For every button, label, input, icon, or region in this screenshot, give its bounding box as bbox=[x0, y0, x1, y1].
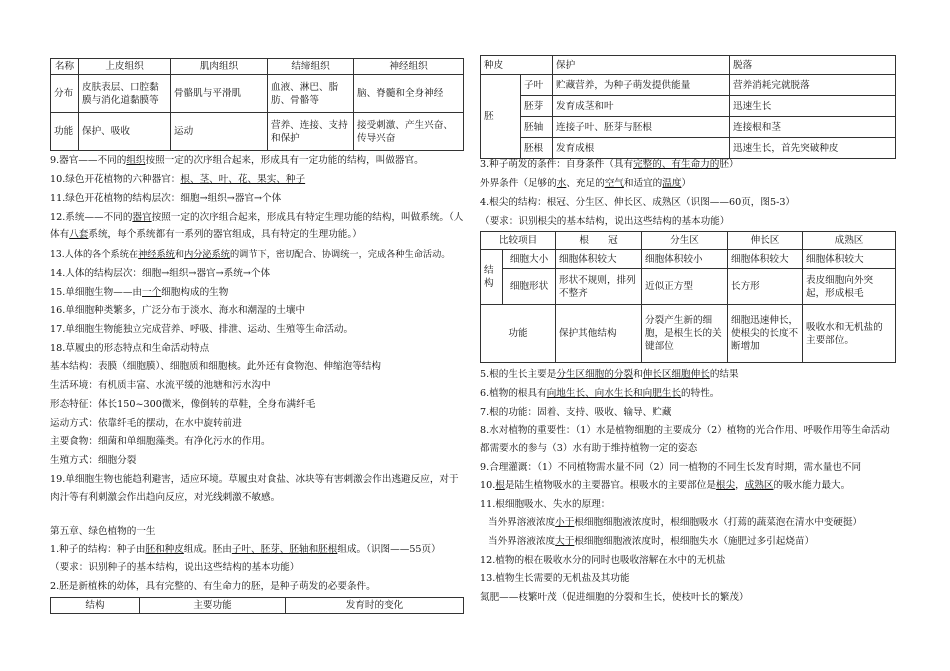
text-line: （要求：识别根尖的基本结构，说出这些结构的基本功能） bbox=[480, 216, 730, 227]
root-header-cell: 根 冠 bbox=[556, 232, 642, 250]
text-span: 的调节下，密切配合、协调统一，完成各种生命活动。 bbox=[230, 249, 451, 260]
text-span: 氮肥——枝繁叶茂（促进细胞的分裂和生长，使枝叶长的繁茂） bbox=[480, 592, 749, 603]
text-span: 9.合理灌溉：（1）不同植物需水量不同（2）同一植物的不同生长发育时期，需水量也不同 bbox=[480, 462, 862, 473]
text-line bbox=[480, 406, 895, 419]
text-line bbox=[50, 435, 463, 448]
tissue-cell: 脑、脊髓和全身神经 bbox=[354, 75, 464, 113]
tissue-header-cell: 名称 bbox=[51, 59, 79, 75]
root-cell: 近似正方型 bbox=[642, 269, 728, 305]
embryo-cell: 胚芽 bbox=[521, 96, 553, 117]
text-line: （要求：识别种子的基本结构，说出这些结构的基本功能） bbox=[50, 562, 300, 573]
embryo-header-cell: 发育时的变化 bbox=[286, 598, 464, 614]
text-line bbox=[480, 424, 895, 437]
text-line bbox=[50, 543, 463, 556]
text-span: 8.水对植物的重要性：（1）水是植物细胞的主要成分（2）植物的光合作用、呼吸作用等生命活动 bbox=[480, 425, 890, 436]
underlined-term: 神经系统 bbox=[138, 249, 175, 260]
underlined-term: 小于 bbox=[555, 517, 575, 528]
text-span: 12.植物的根在吸收水分的同时也吸收溶解在水中的无机盐 bbox=[480, 555, 726, 566]
text-line bbox=[480, 498, 895, 511]
underlined-term: 水 bbox=[556, 178, 567, 189]
text-line bbox=[50, 360, 463, 373]
text-span: 根细胞细胞液浓度时，根细胞失水（施肥过多引起烧苗） bbox=[574, 536, 815, 547]
text-span: 10.绿色开花植物的六种器官： bbox=[50, 174, 181, 185]
embryo-group-cell: 胚 bbox=[481, 75, 521, 159]
text-span: 16.单细胞种类繁多，广泛分布于淡水、海水和潮湿的土壤中 bbox=[50, 305, 306, 316]
text-span: 按照一定的次序组合起来，形成具有特定生理功能的结构，叫做系统。（人 bbox=[151, 212, 464, 223]
text-span: 11.根细胞吸水、失水的原理： bbox=[480, 499, 611, 510]
root-header-cell: 成熟区 bbox=[803, 232, 896, 250]
text-span: 6.植物的根具有 bbox=[480, 388, 547, 399]
underlined-term: 成熟区 bbox=[744, 480, 774, 491]
root-cell: 表皮细胞向外突起，形成根毛 bbox=[803, 269, 896, 305]
root-cell: 吸收水和无机盐的主要部位。 bbox=[803, 305, 896, 363]
text-line bbox=[50, 580, 463, 593]
tissue-header-cell: 肌肉组织 bbox=[171, 59, 268, 75]
embryo-row bbox=[481, 96, 896, 117]
text-span: 运动方式：依靠纤毛的摆动，在水中旋转前进 bbox=[50, 418, 242, 429]
text-span: 19.单细胞生物也能趋利避害，适应环境。草履虫对食盐、冰块等有害刺激会作出逃避反应，对于 bbox=[50, 474, 459, 485]
text-span: 7.根的功能：固着、支持、吸收、输导、贮藏 bbox=[480, 407, 672, 418]
tissue-header-cell: 上皮组织 bbox=[79, 59, 171, 75]
root-function-row bbox=[481, 305, 896, 363]
root-header-cell: 比较项目 bbox=[481, 232, 556, 250]
text-span: 外界条件（足够的 bbox=[480, 178, 557, 189]
root-cell: 细胞体积较小 bbox=[642, 250, 728, 269]
text-line bbox=[50, 228, 463, 241]
text-span: 13.人体的各个系统在 bbox=[50, 249, 139, 260]
text-span: 和 bbox=[633, 369, 643, 380]
root-cell: 形状不规则，排列不整齐 bbox=[556, 269, 642, 305]
underlined-term: 完整的、有生命力的 bbox=[633, 159, 720, 170]
root-header-row bbox=[481, 232, 896, 250]
text-span: 11.绿色开花植物的结构层次：细胞→组织→器官→个体 bbox=[50, 193, 282, 204]
text-line bbox=[480, 461, 895, 474]
embryo-cell: 连接子叶、胚芽与胚根 bbox=[553, 117, 730, 138]
root-row bbox=[481, 269, 896, 305]
embryo-cell: 贮藏营养，为种子萌发提供能量 bbox=[553, 75, 730, 96]
underlined-term: 根 bbox=[495, 480, 505, 491]
text-span: 14.人体的结构层次：细胞→组织→器官→系统→个体 bbox=[50, 268, 271, 279]
text-span: 是陆生植物吸水的主要器官。根吸水的主要部位是 bbox=[504, 480, 716, 491]
tissue-cell: 营养、连接、支持和保护 bbox=[268, 113, 354, 151]
chapter-title: 第五章、绿色植物的一生 bbox=[50, 526, 156, 537]
text-span: 5.根的生长主要是 bbox=[480, 369, 557, 380]
text-span: 细胞构成的生物 bbox=[161, 287, 229, 298]
underlined-term: 温度 bbox=[662, 178, 682, 189]
text-line bbox=[50, 454, 463, 467]
embryo-cell: 胚根 bbox=[521, 138, 553, 159]
text-line bbox=[50, 304, 463, 317]
text-span: 13.植物生长需要的无机盐及其功能 bbox=[480, 573, 630, 584]
text-span: 当外界溶液浓度 bbox=[488, 517, 556, 528]
embryo-cell: 胚轴 bbox=[521, 117, 553, 138]
text-span: ） bbox=[681, 178, 692, 189]
root-cell: 细胞体积较大 bbox=[556, 250, 642, 269]
underlined-term: 子叶、胚芽、胚轴和胚根 bbox=[231, 544, 338, 555]
root-cell: 细胞体积较大 bbox=[803, 250, 896, 269]
text-span: 和适宜的 bbox=[623, 178, 663, 189]
text-line bbox=[50, 379, 463, 392]
text-line bbox=[480, 387, 895, 400]
text-line: 4.根尖的结构：根冠、分生区、伸长区、成熟区（识图——60页，图5-3） bbox=[480, 197, 796, 208]
text-span: 胚） bbox=[719, 159, 739, 170]
root-cell: 保护其他结构 bbox=[556, 305, 642, 363]
embryo-cell: 连接根和茎 bbox=[730, 117, 896, 138]
text-span: 、充足的 bbox=[566, 178, 605, 189]
text-line bbox=[50, 398, 463, 411]
embryo-cell: 子叶 bbox=[521, 75, 553, 96]
underlined-term: 分生区细胞的分裂 bbox=[556, 369, 634, 380]
embryo-cell: 发育成根 bbox=[553, 138, 730, 159]
text-line bbox=[50, 173, 463, 186]
tissue-cell: 运动 bbox=[171, 113, 268, 151]
underlined-term: 大于 bbox=[555, 536, 575, 547]
text-line bbox=[480, 368, 895, 381]
embryo-header-table bbox=[50, 597, 464, 614]
text-span: 和 bbox=[174, 249, 185, 260]
text-span: 9.器官——不同的 bbox=[50, 155, 127, 166]
underlined-term: 八套 bbox=[69, 229, 89, 240]
text-span: 10. bbox=[480, 480, 496, 491]
embryo-cell: 迅速生长，首先突破种皮 bbox=[730, 138, 896, 159]
text-span: 组成。胚由 bbox=[183, 544, 232, 555]
underlined-term: 根、茎、叶、花、果实、种子 bbox=[180, 174, 306, 185]
text-span: 生活环境：有机质丰富、水流平缓的池塘和污水沟中 bbox=[50, 380, 271, 391]
text-line bbox=[50, 473, 463, 486]
text-line bbox=[480, 554, 895, 567]
root-header-cell: 分生区 bbox=[642, 232, 728, 250]
embryo-row bbox=[481, 56, 896, 75]
text-span: 按照一定的次序组合起来，形成具有一定功能的结构，叫做器官。 bbox=[145, 155, 424, 166]
underlined-term: 器官 bbox=[132, 212, 152, 223]
text-span: 15.单细胞生物——由 bbox=[50, 287, 143, 298]
root-cell: 细胞体积较大 bbox=[728, 250, 803, 269]
text-span: 主要食物：细菌和单细胞藻类。有净化污水的作用。 bbox=[50, 436, 271, 447]
text-line bbox=[50, 491, 463, 504]
root-cell: 细胞迅速伸长，使根尖的长度不断增加 bbox=[728, 305, 803, 363]
text-span: 2.胚是新植株的幼体，具有完整的、有生命力的胚，是种子萌发的必要条件。 bbox=[50, 581, 376, 592]
tissue-cell: 皮肤表层、口腔黏膜与消化道黏膜等 bbox=[79, 75, 171, 113]
text-span: 体有 bbox=[50, 229, 70, 240]
tissue-header-row bbox=[51, 59, 464, 75]
text-line bbox=[50, 342, 463, 355]
underlined-term: 胚和种皮 bbox=[145, 544, 184, 555]
text-line bbox=[50, 286, 463, 299]
text-line bbox=[480, 591, 895, 604]
tissue-cell: 分布 bbox=[51, 75, 79, 113]
underlined-term: 根尖 bbox=[715, 480, 736, 491]
text-span: 系统，每个系统都有一系列的器官组成，具有特定的生理功能。） bbox=[88, 229, 362, 240]
text-span: 根细胞细胞液浓度时，根细胞吸水（打蔫的蔬菜泡在清水中变硬挺） bbox=[574, 517, 863, 528]
root-header-cell: 伸长区 bbox=[728, 232, 803, 250]
text-line bbox=[480, 177, 895, 190]
root-cell: 细胞大小 bbox=[503, 250, 556, 269]
embryo-row bbox=[481, 138, 896, 159]
underlined-term: 一个 bbox=[142, 287, 162, 298]
text-span: ， bbox=[735, 480, 745, 491]
tissue-header-cell: 神经组织 bbox=[354, 59, 464, 75]
text-span: 1.种子的结构：种子由 bbox=[50, 544, 146, 555]
root-cell: 功能 bbox=[481, 305, 556, 363]
text-line bbox=[50, 248, 463, 261]
embryo-header-cell: 结构 bbox=[51, 598, 140, 614]
embryo-header-cell: 主要功能 bbox=[140, 598, 286, 614]
text-line bbox=[488, 516, 903, 529]
underlined-term: 内分泌系统 bbox=[184, 249, 230, 260]
root-cell: 长方形 bbox=[728, 269, 803, 305]
text-line bbox=[50, 154, 463, 167]
text-line bbox=[480, 479, 895, 492]
text-line bbox=[50, 211, 463, 224]
embryo-header-row bbox=[51, 598, 464, 614]
root-row bbox=[481, 250, 896, 269]
text-span: 18.草履虫的形态特点和生命活动特点 bbox=[50, 343, 210, 354]
text-span: 的结果 bbox=[709, 369, 739, 380]
text-span: 形态特征：体长150~300微米，像倒转的草鞋，全身布满纤毛 bbox=[50, 399, 316, 410]
tissue-cell: 接受刺激、产生兴奋、传导兴奋 bbox=[354, 113, 464, 151]
root-cell: 分裂产生新的细胞，是根生长的关键部位 bbox=[642, 305, 728, 363]
text-line bbox=[480, 442, 895, 455]
tissue-cell: 保护、吸收 bbox=[79, 113, 171, 151]
embryo-cell: 营养消耗完就脱落 bbox=[730, 75, 896, 96]
text-span: 组成。（识图——55页） bbox=[337, 544, 441, 555]
underlined-term: 向地生长、向水生长和向肥生长 bbox=[546, 388, 682, 399]
embryo-cell: 脱落 bbox=[730, 56, 896, 75]
text-line bbox=[50, 323, 463, 336]
embryo-row bbox=[481, 117, 896, 138]
embryo-row bbox=[481, 75, 896, 96]
tissue-cell: 功能 bbox=[51, 113, 79, 151]
underlined-term: 伸长区细胞伸长 bbox=[642, 369, 710, 380]
text-span: 的特性。 bbox=[681, 388, 720, 399]
embryo-cell: 种皮 bbox=[481, 56, 553, 75]
text-line bbox=[50, 417, 463, 430]
text-span: 基本结构：表膜（细胞膜）、细胞质和细胞核。此外还有食物泡、伸缩泡等结构 bbox=[50, 361, 381, 372]
embryo-cell: 迅速生长 bbox=[730, 96, 896, 117]
embryo-table bbox=[480, 55, 896, 159]
tissue-header-cell: 结缔组织 bbox=[268, 59, 354, 75]
embryo-cell: 发育成茎和叶 bbox=[553, 96, 730, 117]
text-line bbox=[50, 267, 463, 280]
tissue-cell: 血液、淋巴、脂肪、骨骼等 bbox=[268, 75, 354, 113]
tissue-row bbox=[51, 75, 464, 113]
tissue-table bbox=[50, 58, 464, 151]
text-span: 3.种子萌发的条件：自身条件（具有 bbox=[480, 159, 634, 170]
text-line bbox=[50, 192, 463, 205]
root-group-cell: 结构 bbox=[481, 250, 503, 305]
text-span: 的吸水能力最大。 bbox=[773, 480, 851, 491]
tissue-cell: 骨骼肌与平滑肌 bbox=[171, 75, 268, 113]
root-tip-table bbox=[480, 231, 896, 363]
underlined-term: 组织 bbox=[126, 155, 146, 166]
text-line bbox=[480, 158, 895, 171]
text-span: 12.系统——不同的 bbox=[50, 212, 133, 223]
text-line bbox=[480, 572, 895, 585]
text-span: 17.单细胞生物能独立完成营养、呼吸、排泄、运动、生殖等生命活动。 bbox=[50, 324, 354, 335]
text-line bbox=[488, 535, 903, 548]
root-cell: 细胞形状 bbox=[503, 269, 556, 305]
tissue-row bbox=[51, 113, 464, 151]
underlined-term: 空气 bbox=[604, 178, 624, 189]
text-span: 生殖方式：细胞分裂 bbox=[50, 455, 137, 466]
text-span: 当外界溶液浓度 bbox=[488, 536, 556, 547]
text-span: 肉汁等有利刺激会作出趋向反应，对光线刺激不敏感。 bbox=[50, 492, 281, 503]
embryo-cell: 保护 bbox=[553, 56, 730, 75]
text-span: 都需要水的参与（3）水有助于维持植物一定的姿态 bbox=[480, 443, 698, 454]
